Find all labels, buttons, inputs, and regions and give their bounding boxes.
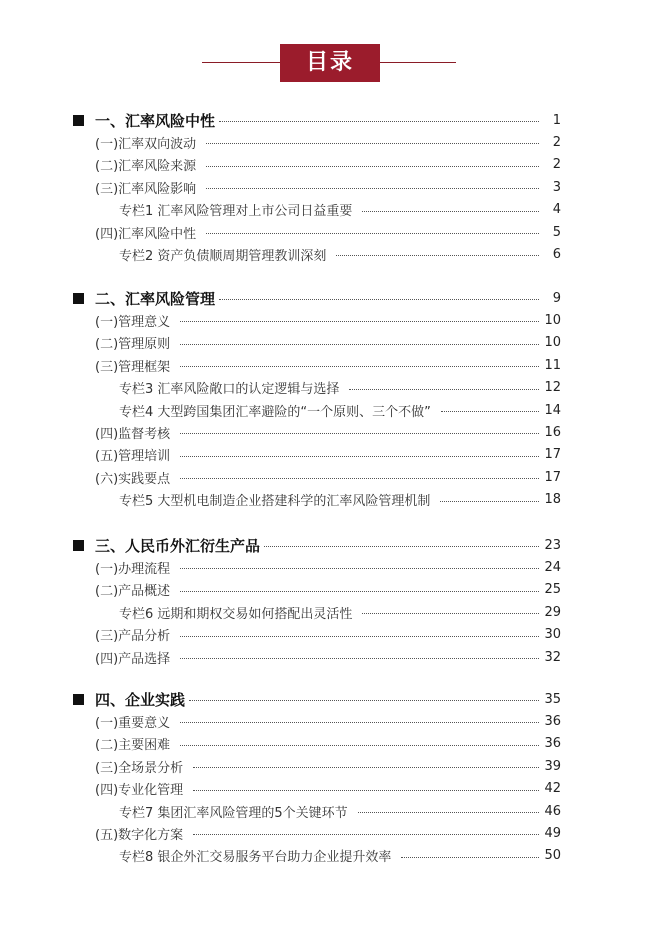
page-number: 10: [544, 335, 561, 351]
subsection-title: (三)管理框架: [95, 356, 174, 375]
toc-column-row[interactable]: [0, 601, 661, 623]
toc-subsection-row[interactable]: [0, 131, 661, 153]
page-number: 9: [552, 290, 561, 306]
page-number: 36: [544, 736, 561, 752]
leader-dots: [180, 745, 539, 746]
toc-column-row[interactable]: [0, 377, 661, 399]
square-bullet-icon: [73, 694, 84, 705]
toc-subsection-row[interactable]: [0, 332, 661, 354]
toc-subsection-row[interactable]: [0, 733, 661, 755]
page-number: 4: [552, 202, 561, 218]
column-title: 专栏1 汇率风险管理对上市公司日益重要: [119, 200, 356, 219]
page-number: 23: [544, 537, 561, 553]
section-title: 四、企业实践: [95, 689, 189, 710]
page-number: 2: [552, 157, 561, 173]
page-number: 30: [544, 627, 561, 643]
page-number: 18: [544, 492, 561, 508]
leader-dots: [362, 613, 539, 614]
toc-column-row[interactable]: [0, 800, 661, 822]
page-number: 29: [544, 604, 561, 620]
toc-subsection-row[interactable]: [0, 710, 661, 732]
leader-dots: [440, 501, 539, 502]
page-number: 12: [544, 380, 561, 396]
leader-dots: [358, 812, 539, 813]
leader-dots: [180, 658, 539, 659]
subsection-title: (五)管理培训: [95, 445, 174, 464]
page-number: 11: [544, 357, 561, 373]
leader-dots: [180, 568, 539, 569]
leader-dots: [206, 166, 539, 167]
subsection-title: (一)重要意义: [95, 712, 174, 731]
square-bullet-icon: [73, 115, 84, 126]
page-number: 14: [544, 402, 561, 418]
leader-dots: [180, 321, 539, 322]
leader-dots: [441, 411, 539, 412]
page-number: 17: [544, 447, 561, 463]
section-title: 二、汇率风险管理: [95, 288, 219, 309]
subsection-title: (三)汇率风险影响: [95, 178, 200, 197]
page-number: 3: [552, 179, 561, 195]
toc-subsection-row[interactable]: [0, 221, 661, 243]
page-number: 42: [544, 781, 561, 797]
page-number: 17: [544, 469, 561, 485]
leader-dots: [336, 255, 539, 256]
leader-dots: [401, 857, 539, 858]
page-number: 16: [544, 424, 561, 440]
title-rule-right: [380, 62, 456, 63]
page-number: 32: [544, 649, 561, 665]
toc-subsection-row[interactable]: [0, 176, 661, 198]
subsection-title: (一)管理意义: [95, 311, 174, 330]
toc-header: [0, 44, 661, 82]
page-number: 24: [544, 559, 561, 575]
square-bullet-icon: [73, 540, 84, 551]
subsection-title: (四)汇率风险中性: [95, 223, 200, 242]
leader-dots: [219, 121, 539, 122]
page-number: 36: [544, 713, 561, 729]
subsection-title: (三)全场景分析: [95, 757, 187, 776]
toc-subsection-row[interactable]: [0, 154, 661, 176]
subsection-title: (五)数字化方案: [95, 824, 187, 843]
leader-dots: [193, 767, 539, 768]
square-bullet-icon: [73, 293, 84, 304]
leader-dots: [206, 188, 539, 189]
page-number: 49: [544, 825, 561, 841]
leader-dots: [180, 591, 539, 592]
subsection-title: (二)汇率风险来源: [95, 155, 200, 174]
subsection-title: (一)办理流程: [95, 558, 174, 577]
subsection-title: (二)产品概述: [95, 580, 174, 599]
toc-subsection-row[interactable]: [0, 421, 661, 443]
toc-subsection-row[interactable]: [0, 354, 661, 376]
leader-dots: [180, 636, 539, 637]
subsection-title: (四)监督考核: [95, 423, 174, 442]
page-title: 目录: [280, 44, 380, 82]
toc-subsection-row[interactable]: [0, 309, 661, 331]
column-title: 专栏7 集团汇率风险管理的5个关键环节: [119, 802, 352, 821]
toc-subsection-row[interactable]: [0, 822, 661, 844]
toc-subsection-row[interactable]: [0, 646, 661, 668]
subsection-title: (六)实践要点: [95, 468, 174, 487]
page-number: 25: [544, 582, 561, 598]
subsection-title: (二)主要困难: [95, 734, 174, 753]
page-number: 1: [552, 112, 561, 128]
leader-dots: [206, 233, 539, 234]
section-title: 三、人民币外汇衍生产品: [95, 535, 264, 556]
column-title: 专栏6 远期和期权交易如何搭配出灵活性: [119, 603, 356, 622]
leader-dots: [264, 546, 539, 547]
toc-section-row[interactable]: [0, 688, 661, 710]
subsection-title: (一)汇率双向波动: [95, 133, 200, 152]
leader-dots: [180, 722, 539, 723]
leader-dots: [193, 834, 539, 835]
title-rule-left: [202, 62, 280, 63]
subsection-title: (四)产品选择: [95, 648, 174, 667]
leader-dots: [189, 700, 539, 701]
page-number: 46: [544, 803, 561, 819]
toc-subsection-row[interactable]: [0, 755, 661, 777]
leader-dots: [180, 433, 539, 434]
leader-dots: [193, 790, 539, 791]
leader-dots: [362, 211, 539, 212]
toc-column-row[interactable]: [0, 489, 661, 511]
toc-section-row[interactable]: [0, 109, 661, 131]
toc-subsection-row[interactable]: [0, 444, 661, 466]
leader-dots: [180, 478, 539, 479]
page-number: 6: [552, 246, 561, 262]
subsection-title: (四)专业化管理: [95, 779, 187, 798]
column-title: 专栏2 资产负债顺周期管理教训深刻: [119, 245, 330, 264]
page-number: 50: [544, 848, 561, 864]
toc-column-row[interactable]: [0, 243, 661, 265]
column-title: 专栏5 大型机电制造企业搭建科学的汇率风险管理机制: [119, 490, 434, 509]
subsection-title: (三)产品分析: [95, 625, 174, 644]
page-number: 39: [544, 758, 561, 774]
toc-subsection-row[interactable]: [0, 556, 661, 578]
leader-dots: [180, 366, 539, 367]
toc-subsection-row[interactable]: [0, 624, 661, 646]
leader-dots: [206, 143, 539, 144]
toc-section-row[interactable]: [0, 287, 661, 309]
column-title: 专栏3 汇率风险敞口的认定逻辑与选择: [119, 378, 343, 397]
page-number: 10: [544, 312, 561, 328]
leader-dots: [219, 299, 539, 300]
toc-section-row[interactable]: [0, 534, 661, 556]
column-title: 专栏8 银企外汇交易服务平台助力企业提升效率: [119, 846, 395, 865]
page-number: 35: [544, 691, 561, 707]
toc-subsection-row[interactable]: [0, 579, 661, 601]
column-title: 专栏4 大型跨国集团汇率避险的“一个原则、三个不做”: [119, 401, 435, 420]
toc-column-row[interactable]: [0, 845, 661, 867]
leader-dots: [180, 344, 539, 345]
page-number: 2: [552, 134, 561, 150]
section-title: 一、汇率风险中性: [95, 110, 219, 131]
page-number: 5: [552, 224, 561, 240]
toc-subsection-row[interactable]: [0, 778, 661, 800]
leader-dots: [349, 389, 539, 390]
subsection-title: (二)管理原则: [95, 333, 174, 352]
toc-column-row[interactable]: [0, 399, 661, 421]
leader-dots: [180, 456, 539, 457]
toc-subsection-row[interactable]: [0, 466, 661, 488]
toc-column-row[interactable]: [0, 199, 661, 221]
